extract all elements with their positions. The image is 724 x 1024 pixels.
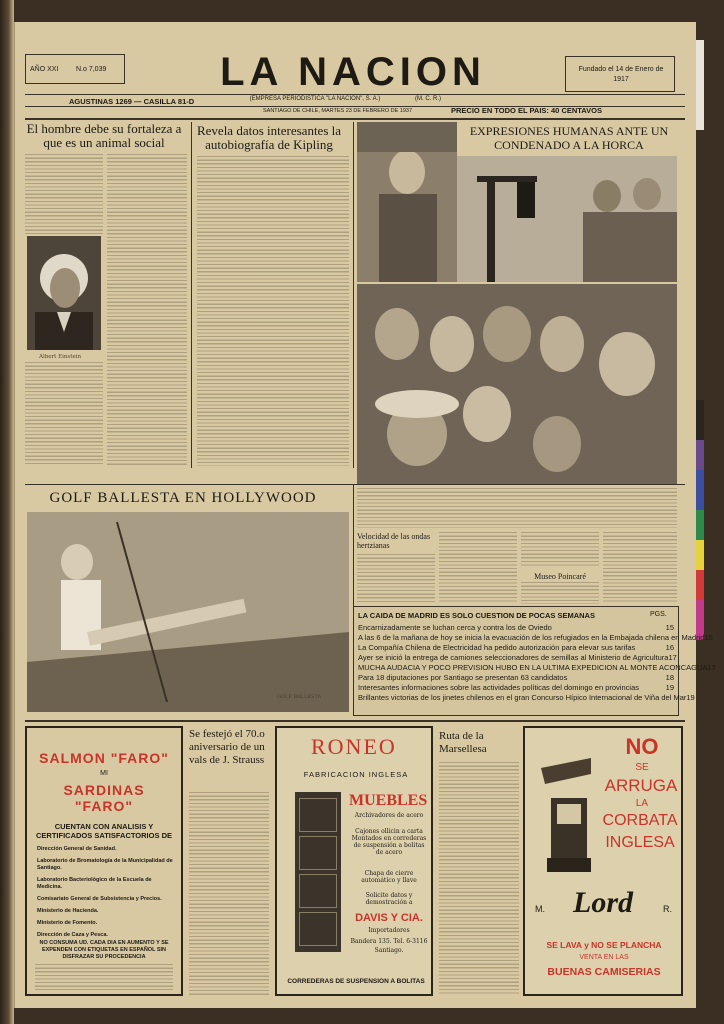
golf-caption: GOLF BALLESTA <box>277 694 322 700</box>
marsellesa-body <box>439 762 519 996</box>
address-line: AGUSTINAS 1269 — CASILLA 81-D <box>69 97 195 106</box>
ad-lord-footer3: BUENAS CAMISERIAS <box>547 966 661 978</box>
headline-strauss: Se festejó el 70.o aniversario de un vals de J. Strauss <box>189 728 265 766</box>
ad-lord-brand: Lord <box>573 886 633 919</box>
index-item <box>358 643 674 653</box>
index-item-text: Para 18 diputaciones por Santiago se presentan 63 candidatos <box>358 673 568 682</box>
masthead-title: LA NACION <box>220 50 486 94</box>
ad-lord-r: R. <box>663 904 672 914</box>
ad-roneo-dealer-sub: Importadores <box>368 927 410 934</box>
issue-box <box>25 54 125 84</box>
price-line: PRECIO EN TODO EL PAIS: 40 CENTAVOS <box>451 106 602 115</box>
article-body-einstein <box>25 154 103 234</box>
mcr-mark: (M. C. R.) <box>415 96 441 102</box>
index-item <box>358 623 674 633</box>
headline-velocidad: Velocidad de las ondas hertzianas <box>357 532 431 550</box>
publisher-line: (EMPRESA PERIODISTICA "LA NACION", S. A.) <box>249 96 381 102</box>
filing-cabinet-image <box>295 792 341 952</box>
headline-marsellesa: Ruta de la Marsellesa <box>439 730 487 755</box>
index-item <box>358 663 716 673</box>
strauss-body <box>189 792 269 996</box>
founded-text: Fundado el 14 de Enero de 1917 <box>578 66 664 83</box>
index-list <box>358 623 716 703</box>
ad-roneo-desc4: Solicite datos y demostración a <box>365 892 413 906</box>
index-item-text: La Compañía Chilena de Electricidad ha pedido autorización para elevar sus tarifas <box>358 643 636 652</box>
ad-salmon-body: CUENTAN CON ANALISIS Y CERTIFICADOS SATISFACTORIOS DE <box>36 822 172 840</box>
photo-golf-archer <box>27 512 349 712</box>
ad-roneo-footer: CORREDERAS DE SUSPENSION A BOLITAS <box>287 978 425 985</box>
index-item <box>358 633 713 643</box>
ad-salmon-line3: SARDINAS "FARO" <box>63 782 145 814</box>
index-pgs-label: PGS. <box>650 611 667 618</box>
ad-lord-footer2: VENTA EN LAS <box>579 954 629 961</box>
ad-lord-line1: NO <box>625 734 659 759</box>
ad-salmon-list-item: Laboratorio Bacteriológico de la Escuela de Medicina. <box>37 877 152 890</box>
index-item-text: MUCHA AUDACIA Y POCO PREVISION HUBO EN LA ULTIMA EXPEDICION AL MONTE ACONCAGUA <box>358 663 708 672</box>
photo-crowd-faces <box>357 284 677 484</box>
ad-lord-footer1: SE LAVA y NO SE PLANCHA <box>546 940 662 950</box>
ad-roneo-desc2: Cajones ollicin a carta Montados en correderas de suspensión a bolitas de acero <box>351 828 427 856</box>
ad-salmon-list-item: Dirección General de Sanidad. <box>37 846 117 852</box>
ad-lord-line2: SE <box>635 762 649 773</box>
book-binding <box>0 0 14 1024</box>
ad-roneo-desc3: Chapa de cierre automático y llave <box>361 870 417 884</box>
index-item <box>358 653 677 663</box>
ad-lord-line6: INGLESA <box>605 834 675 851</box>
ad-lord-line4: LA <box>635 798 649 809</box>
index-item <box>358 683 674 693</box>
photo-condemned-man <box>357 122 457 282</box>
index-item-text: A las 6 de la mañana de hoy se inicia la evacuación de los refugiados en la Embajada chilena en Madrid <box>358 633 705 642</box>
ad-salmon-list-item: Ministerio de Hacienda. <box>37 908 99 914</box>
index-box <box>353 606 716 716</box>
founded-box <box>565 56 675 92</box>
index-item-text: Encarnizadamente se luchan cerca y contra los de Oviedo <box>358 623 552 632</box>
ad-roneo-address: Bandera 135. Tel. 6-3116 <box>350 938 428 945</box>
index-title: LA CAIDA DE MADRID ES SOLO CUESTION DE POCAS SEMANAS <box>358 611 595 620</box>
headline-kipling: Revela datos interesantes la autobiografía de Kipling <box>196 123 342 152</box>
ad-lord-line3: ARRUGA <box>604 776 678 795</box>
ad-salmon-footer: NO CONSUMA UD. CADA DIA EN AUMENTO Y SE EXPENDEN CON ETIQUETAS EN ESPAÑOL SIN DISFRAZAR SU PROCEDENCIA <box>39 940 169 960</box>
photo-gallows <box>457 156 677 282</box>
ad-roneo <box>275 726 433 996</box>
headline-golf: GOLF BALLESTA EN HOLLYWOOD <box>49 490 317 506</box>
index-item-page: 17 <box>668 653 677 662</box>
ad-salmon-fineprint <box>35 964 173 990</box>
index-item <box>358 693 695 703</box>
mid-body-col4 <box>603 532 677 604</box>
einstein-photo <box>27 236 101 350</box>
ad-salmon-line2: MI <box>100 770 108 777</box>
mid-body-col3 <box>521 532 599 566</box>
index-item-page: 15 <box>704 633 713 642</box>
index-item-page: 19 <box>686 693 695 702</box>
article-body-einstein-col3 <box>25 362 103 466</box>
article-body-kipling <box>197 156 349 466</box>
headline-einstein: El hombre debe su fortaleza a que es un animal social <box>26 121 182 150</box>
index-item-page: 18 <box>665 673 674 682</box>
mid-body-col2 <box>439 532 517 604</box>
headline-expresiones: EXPRESIONES HUMANAS ANTE UN CONDENADO A LA HORCA <box>469 124 669 152</box>
expresiones-body <box>357 488 677 528</box>
color-calibration-strip <box>696 40 706 990</box>
ad-salmon-list-item: Dirección de Caza y Pesca. <box>37 932 108 938</box>
ad-lord-m: M. <box>535 904 545 914</box>
index-item-text: Ayer se inició la entrega de camiones seleccionadores de semillas al Ministerio de Agricultura <box>358 653 669 662</box>
article-body-einstein-col2 <box>107 154 187 466</box>
ad-salmon-line1: SALMON "FARO" <box>39 750 169 766</box>
index-item-page: 19 <box>665 683 674 692</box>
ad-lord-corbata <box>523 726 683 996</box>
ad-roneo-desc1: Archivadores de acero <box>354 812 424 819</box>
newspaper-page <box>14 22 716 1008</box>
index-item-page: 16 <box>665 643 674 652</box>
dateline: SANTIAGO DE CHILE, MARTES 23 DE FEBRERO DE 1937 <box>263 108 413 114</box>
ad-salmon-list-item: Laboratorio de Bromatología de la Municipalidad de Santiago. <box>37 858 173 871</box>
index-item-text: Interesantes informaciones sobre las actividades políticas del domingo en provincias <box>358 683 639 692</box>
poincare-body <box>521 582 599 604</box>
ad-lord-line5: CORBATA <box>602 812 678 829</box>
velocidad-body <box>357 554 435 604</box>
index-item-text: Brillantes victorias de los jinetes chilenos en el gran Concurso Hípico Internacional de Viña del Mar <box>358 693 687 702</box>
ad-roneo-title: MUEBLES <box>349 792 428 809</box>
index-item-page: 15 <box>665 623 674 632</box>
ad-roneo-brand: RONEO <box>311 734 397 759</box>
ad-salmon-list <box>37 846 173 944</box>
year-label: AÑO XXI <box>30 66 59 73</box>
tie-illustration <box>535 758 595 882</box>
ad-roneo-dealer: DAVIS Y CIA. <box>355 912 423 924</box>
ad-roneo-city: Santiago. <box>374 947 404 954</box>
ad-roneo-sub: FABRICACION INGLESA <box>303 770 409 779</box>
index-item <box>358 673 674 683</box>
headline-poincare: Museo Poincaré <box>534 572 586 581</box>
ad-salmon-list-item: Ministerio de Fomento. <box>37 920 98 926</box>
issue-number: N.o 7,039 <box>76 66 107 73</box>
ad-salmon-faro <box>25 726 183 996</box>
einstein-caption: Albert Einstein <box>39 354 81 360</box>
ad-salmon-list-item: Comisariato General de Subsistencia y Precios. <box>37 896 162 902</box>
index-item-page: 17 <box>707 663 716 672</box>
